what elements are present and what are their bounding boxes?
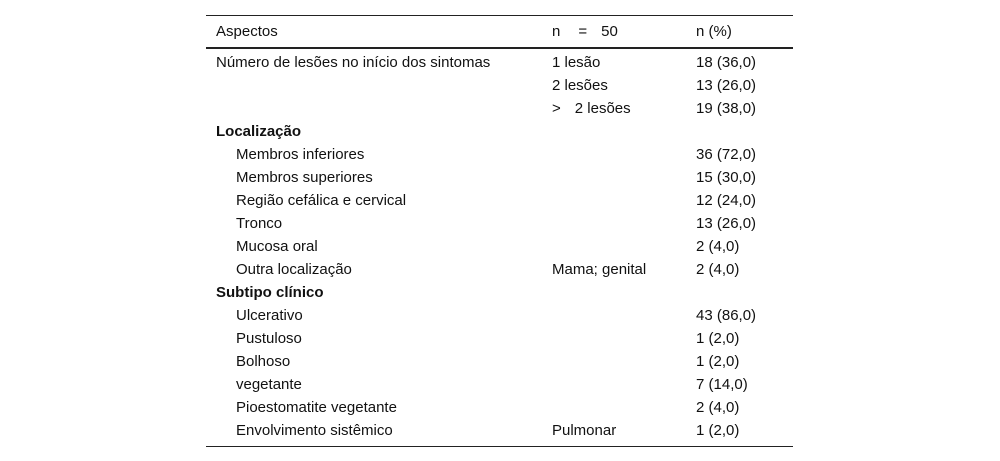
data-table — [206, 15, 793, 447]
row-value: 1 (2,0) — [696, 422, 740, 439]
row-value: 1 (2,0) — [696, 330, 740, 347]
section-heading-subtipo — [206, 281, 793, 304]
row-value: 12 (24,0) — [696, 192, 757, 209]
table-row — [206, 235, 793, 258]
table-row — [206, 166, 793, 189]
section-title: Subtipo clínico — [216, 284, 324, 301]
row-detail: Pulmonar — [552, 422, 617, 439]
row-label: Mucosa oral — [236, 238, 318, 255]
row-value: 36 (72,0) — [696, 146, 757, 163]
row-value: 43 (86,0) — [696, 307, 757, 324]
header-equals: = — [578, 23, 588, 40]
row-detail: 1 lesão — [552, 54, 601, 71]
row-detail-text: 2 lesões — [574, 100, 631, 117]
table-row — [206, 143, 793, 166]
row-label: Envolvimento sistêmico — [236, 422, 393, 439]
row-value: 18 (36,0) — [696, 54, 757, 71]
row-detail: Mama; genital — [552, 261, 647, 278]
row-value: 13 (26,0) — [696, 215, 757, 232]
row-label: Número de lesões no início dos sintomas — [216, 54, 491, 71]
table-row — [206, 396, 793, 419]
row-value: 2 (4,0) — [696, 399, 740, 416]
row-value: 19 (38,0) — [696, 100, 757, 117]
row-value: 13 (26,0) — [696, 77, 757, 94]
table-header — [206, 16, 793, 49]
row-label: Membros superiores — [236, 169, 373, 186]
table-row — [206, 327, 793, 350]
row-label: Ulcerativo — [236, 307, 303, 324]
table-row — [206, 258, 793, 281]
row-label: Outra localização — [236, 261, 352, 278]
row-value: 1 (2,0) — [696, 353, 740, 370]
row-detail: 2 lesões — [552, 77, 608, 94]
header-n — [552, 16, 618, 48]
table-row — [206, 373, 793, 396]
table-row — [206, 74, 793, 97]
row-label: Tronco — [236, 215, 283, 232]
table-row — [206, 419, 793, 442]
header-n-pct: n (%) — [696, 23, 732, 40]
header-n-total: 50 — [601, 23, 618, 40]
table-row — [206, 350, 793, 373]
row-label: Região cefálica e cervical — [236, 192, 407, 209]
row-value: 2 (4,0) — [696, 238, 740, 255]
table-body — [206, 49, 793, 446]
row-label: vegetante — [236, 376, 302, 393]
table-row — [206, 51, 793, 74]
section-title: Localização — [216, 123, 302, 140]
table-row — [206, 97, 793, 120]
table-row — [206, 304, 793, 327]
row-label: Pioestomatite vegetante — [236, 399, 397, 416]
table-row — [206, 189, 793, 212]
table-row — [206, 212, 793, 235]
row-value: 7 (14,0) — [696, 376, 748, 393]
row-value: 2 (4,0) — [696, 261, 740, 278]
row-detail — [552, 97, 631, 120]
row-label: Pustuloso — [236, 330, 302, 347]
row-label: Bolhoso — [236, 353, 291, 370]
header-aspectos: Aspectos — [216, 23, 278, 40]
row-label: Membros inferiores — [236, 146, 365, 163]
row-value: 15 (30,0) — [696, 169, 757, 186]
section-heading-localizacao — [206, 120, 793, 143]
header-n-letter: n — [552, 23, 561, 40]
greater-than-symbol: > — [552, 100, 561, 117]
